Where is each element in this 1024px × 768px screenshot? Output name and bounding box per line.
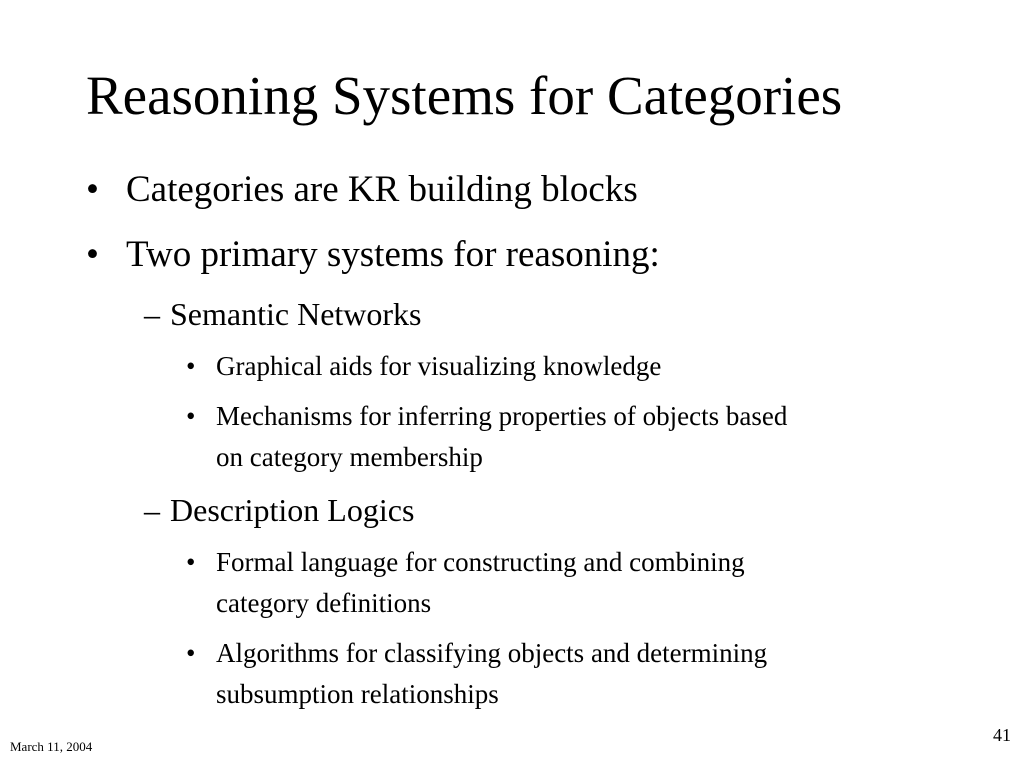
point-line: Algorithms for classifying objects and determining bbox=[216, 638, 768, 668]
point-line: subsumption relationships bbox=[216, 679, 499, 709]
bullet-dot-icon: • bbox=[186, 401, 196, 431]
bullet-dot-icon: • bbox=[186, 351, 196, 381]
bullet-categories-kr bbox=[86, 171, 638, 208]
bullet-text: Two primary systems for reasoning: bbox=[126, 234, 660, 275]
subheading-text: Description Logics bbox=[170, 492, 415, 528]
point-formal-language bbox=[186, 542, 745, 624]
point-line: Formal language for constructing and combining bbox=[216, 547, 745, 577]
point-algorithms bbox=[186, 633, 767, 715]
bullet-dot-icon: • bbox=[186, 638, 196, 668]
bullet-dot-icon: • bbox=[86, 234, 99, 275]
page-number: 41 bbox=[993, 725, 1011, 745]
subheading-semantic-networks bbox=[144, 298, 422, 330]
subheading-description-logics bbox=[144, 494, 414, 526]
slide-title: Reasoning Systems for Categories bbox=[86, 65, 843, 126]
point-graphical-aids bbox=[186, 346, 661, 387]
bullet-two-systems bbox=[86, 236, 660, 273]
dash-icon: – bbox=[144, 492, 160, 528]
footer-date: March 11, 2004 bbox=[10, 739, 93, 754]
point-mechanisms bbox=[186, 396, 787, 478]
bullet-text: Categories are KR building blocks bbox=[126, 169, 638, 210]
point-line: category definitions bbox=[216, 588, 432, 618]
bullet-dot-icon: • bbox=[86, 169, 99, 210]
subheading-text: Semantic Networks bbox=[170, 296, 422, 332]
point-line: Mechanisms for inferring properties of objects based bbox=[216, 401, 788, 431]
point-line: on category membership bbox=[216, 442, 483, 472]
bullet-dot-icon: • bbox=[186, 547, 196, 577]
dash-icon: – bbox=[144, 296, 160, 332]
point-line: Graphical aids for visualizing knowledge bbox=[216, 351, 662, 381]
